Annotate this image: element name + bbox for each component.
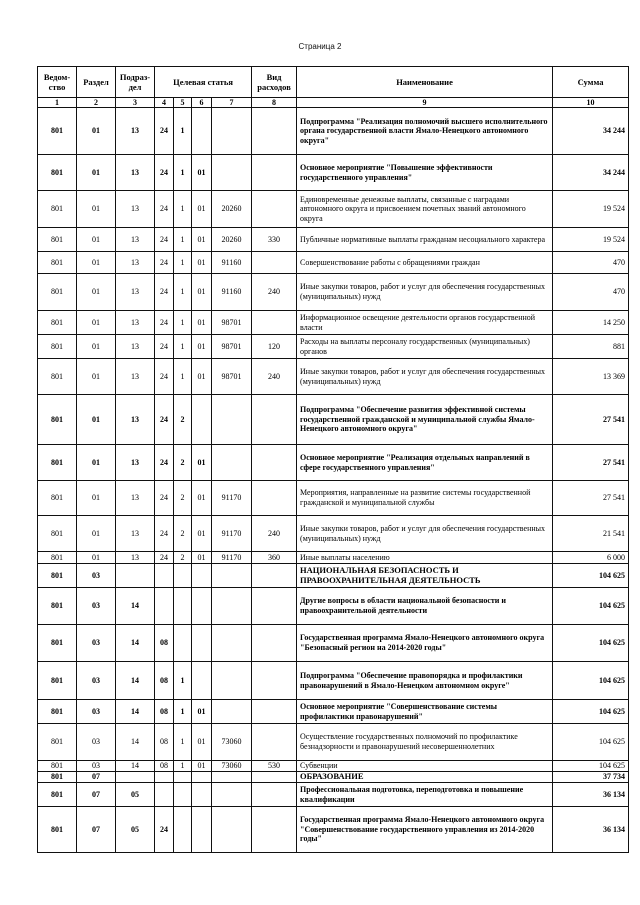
column-number: 2 (77, 98, 116, 108)
subsection-cell: 05 (116, 807, 155, 853)
table-row (38, 625, 629, 662)
program-code-cell: 24 (155, 516, 174, 552)
direction-code-cell: 91170 (212, 481, 252, 516)
table-row (38, 311, 629, 335)
name-cell: Основное мероприятие "Реализация отдельных направлений в сфере государственного управления" (297, 445, 553, 481)
activity-code-cell: 01 (192, 191, 212, 228)
activity-code-cell (192, 108, 212, 155)
program-code-cell: 24 (155, 228, 174, 252)
program-code-cell: 24 (155, 481, 174, 516)
direction-code-cell: 20260 (212, 191, 252, 228)
subprogram-code-cell: 1 (174, 761, 192, 772)
name-cell: Информационное освещение деятельности органов государственной власти (297, 311, 553, 335)
subprogram-code-cell: 1 (174, 155, 192, 191)
subsection-cell: 05 (116, 783, 155, 807)
direction-code-cell: 73060 (212, 724, 252, 761)
section-cell: 01 (77, 252, 116, 274)
amount-cell: 881 (553, 335, 629, 359)
header-subsection: Подраз-дел (116, 67, 155, 98)
subsection-cell: 13 (116, 191, 155, 228)
column-number: 8 (252, 98, 297, 108)
subsection-cell: 14 (116, 625, 155, 662)
name-cell: Другие вопросы в области национальной безопасности и правоохранительной деятельности (297, 588, 553, 625)
table-row (38, 359, 629, 395)
program-code-cell: 24 (155, 335, 174, 359)
table-row (38, 155, 629, 191)
name-cell: Субвенции (297, 761, 553, 772)
program-code-cell: 08 (155, 761, 174, 772)
section-cell: 03 (77, 662, 116, 700)
subprogram-code-cell: 1 (174, 335, 192, 359)
expense-type-cell (252, 662, 297, 700)
name-cell: Иные закупки товаров, работ и услуг для обеспечения государственных (муниципальных) нужд (297, 274, 553, 311)
amount-cell: 34 244 (553, 155, 629, 191)
expense-type-cell (252, 564, 297, 588)
activity-code-cell: 01 (192, 311, 212, 335)
section-cell: 03 (77, 724, 116, 761)
column-number: 9 (297, 98, 553, 108)
department-cell: 801 (38, 252, 77, 274)
expense-type-cell (252, 588, 297, 625)
amount-cell: 470 (553, 252, 629, 274)
subsection-cell: 13 (116, 445, 155, 481)
column-number: 1 (38, 98, 77, 108)
department-cell: 801 (38, 772, 77, 783)
department-cell: 801 (38, 395, 77, 445)
amount-cell: 104 625 (553, 724, 629, 761)
direction-code-cell (212, 772, 252, 783)
activity-code-cell (192, 662, 212, 700)
direction-code-cell (212, 155, 252, 191)
page-number-label: Страница 2 (298, 42, 342, 51)
program-code-cell: 24 (155, 252, 174, 274)
activity-code-cell: 01 (192, 481, 212, 516)
amount-cell: 13 369 (553, 359, 629, 395)
subprogram-code-cell: 1 (174, 274, 192, 311)
subprogram-code-cell: 1 (174, 252, 192, 274)
subsection-cell (116, 564, 155, 588)
amount-cell: 104 625 (553, 588, 629, 625)
amount-cell: 36 134 (553, 783, 629, 807)
subprogram-code-cell: 2 (174, 552, 192, 564)
subsection-cell: 14 (116, 662, 155, 700)
department-cell: 801 (38, 481, 77, 516)
subprogram-code-cell: 2 (174, 395, 192, 445)
section-cell: 03 (77, 700, 116, 724)
table-row (38, 252, 629, 274)
direction-code-cell: 98701 (212, 335, 252, 359)
program-code-cell: 24 (155, 274, 174, 311)
subprogram-code-cell: 1 (174, 311, 192, 335)
amount-cell: 27 541 (553, 445, 629, 481)
expense-type-cell (252, 395, 297, 445)
subprogram-code-cell: 1 (174, 228, 192, 252)
program-code-cell: 24 (155, 108, 174, 155)
direction-code-cell: 91160 (212, 252, 252, 274)
name-cell: Иные выплаты населению (297, 552, 553, 564)
activity-code-cell: 01 (192, 445, 212, 481)
subprogram-code-cell: 2 (174, 445, 192, 481)
expense-type-cell: 360 (252, 552, 297, 564)
program-code-cell: 08 (155, 700, 174, 724)
subprogram-code-cell: 1 (174, 662, 192, 700)
section-cell: 07 (77, 772, 116, 783)
expense-type-cell (252, 191, 297, 228)
header-name: Наименование (297, 67, 553, 98)
program-code-cell: 24 (155, 552, 174, 564)
amount-cell: 19 524 (553, 191, 629, 228)
expense-type-cell (252, 108, 297, 155)
subsection-cell: 13 (116, 516, 155, 552)
program-code-cell (155, 564, 174, 588)
activity-code-cell (192, 625, 212, 662)
subprogram-code-cell: 1 (174, 724, 192, 761)
column-number: 7 (212, 98, 252, 108)
subsection-cell: 13 (116, 155, 155, 191)
expense-type-cell: 530 (252, 761, 297, 772)
direction-code-cell: 91170 (212, 516, 252, 552)
direction-code-cell (212, 807, 252, 853)
department-cell: 801 (38, 274, 77, 311)
subprogram-code-cell (174, 783, 192, 807)
subsection-cell: 13 (116, 108, 155, 155)
section-cell: 01 (77, 311, 116, 335)
expense-type-cell: 240 (252, 516, 297, 552)
name-cell: Мероприятия, направленные на развитие системы государственной гражданской и муниципальной службы (297, 481, 553, 516)
section-cell: 01 (77, 155, 116, 191)
name-cell: Государственная программа Ямало-Ненецкого автономного округа "Безопасный регион на 2014-2020 годы" (297, 625, 553, 662)
program-code-cell (155, 783, 174, 807)
direction-code-cell: 91170 (212, 552, 252, 564)
direction-code-cell (212, 783, 252, 807)
program-code-cell: 24 (155, 191, 174, 228)
section-cell: 01 (77, 395, 116, 445)
subsection-cell: 14 (116, 761, 155, 772)
direction-code-cell (212, 108, 252, 155)
activity-code-cell: 01 (192, 228, 212, 252)
subsection-cell: 13 (116, 228, 155, 252)
department-cell: 801 (38, 311, 77, 335)
section-cell: 03 (77, 588, 116, 625)
department-cell: 801 (38, 783, 77, 807)
section-cell: 07 (77, 807, 116, 853)
expense-type-cell: 240 (252, 274, 297, 311)
header-amount: Сумма (553, 67, 629, 98)
table-row (38, 700, 629, 724)
direction-code-cell (212, 588, 252, 625)
subprogram-code-cell (174, 772, 192, 783)
column-number-row (38, 98, 629, 108)
activity-code-cell (192, 564, 212, 588)
expense-type-cell (252, 445, 297, 481)
section-cell: 01 (77, 516, 116, 552)
name-cell: Основное мероприятие "Повышение эффективности государственного управления" (297, 155, 553, 191)
table-row (38, 588, 629, 625)
subsection-cell: 13 (116, 274, 155, 311)
department-cell: 801 (38, 445, 77, 481)
program-code-cell (155, 588, 174, 625)
subprogram-code-cell: 2 (174, 481, 192, 516)
table-body (38, 108, 629, 853)
expense-type-cell (252, 311, 297, 335)
direction-code-cell (212, 564, 252, 588)
subprogram-code-cell: 1 (174, 359, 192, 395)
table-row (38, 552, 629, 564)
program-code-cell: 24 (155, 359, 174, 395)
amount-cell: 104 625 (553, 564, 629, 588)
amount-cell: 470 (553, 274, 629, 311)
table-row (38, 516, 629, 552)
table-row (38, 335, 629, 359)
subsection-cell: 13 (116, 359, 155, 395)
department-cell: 801 (38, 359, 77, 395)
program-code-cell: 24 (155, 311, 174, 335)
department-cell: 801 (38, 807, 77, 853)
department-cell: 801 (38, 228, 77, 252)
direction-code-cell: 73060 (212, 761, 252, 772)
table-row (38, 274, 629, 311)
amount-cell: 104 625 (553, 761, 629, 772)
amount-cell: 104 625 (553, 700, 629, 724)
activity-code-cell (192, 588, 212, 625)
name-cell: Осуществление государственных полномочий по профилактике безнадзорности и правонарушений несовершеннолетних (297, 724, 553, 761)
table-row (38, 662, 629, 700)
section-cell: 01 (77, 108, 116, 155)
department-cell: 801 (38, 724, 77, 761)
department-cell: 801 (38, 761, 77, 772)
section-cell: 01 (77, 274, 116, 311)
section-cell: 01 (77, 191, 116, 228)
section-cell: 03 (77, 761, 116, 772)
subprogram-code-cell: 1 (174, 700, 192, 724)
subprogram-code-cell (174, 625, 192, 662)
direction-code-cell (212, 662, 252, 700)
program-code-cell: 24 (155, 155, 174, 191)
table-row (38, 228, 629, 252)
subsection-cell: 14 (116, 700, 155, 724)
section-cell: 03 (77, 564, 116, 588)
header-department: Ведом-ство (38, 67, 77, 98)
program-code-cell: 24 (155, 445, 174, 481)
section-cell: 01 (77, 228, 116, 252)
department-cell: 801 (38, 516, 77, 552)
direction-code-cell (212, 625, 252, 662)
table-row (38, 724, 629, 761)
program-code-cell: 08 (155, 662, 174, 700)
direction-code-cell (212, 395, 252, 445)
name-cell: Подпрограмма "Реализация полномочий высшего исполнительного органа государственной власти Ямало-Ненецкого автономного округа" (297, 108, 553, 155)
name-cell: Профессиональная подготовка, переподготовка и повышение квалификации (297, 783, 553, 807)
subsection-cell: 13 (116, 335, 155, 359)
expense-type-cell (252, 700, 297, 724)
department-cell: 801 (38, 588, 77, 625)
amount-cell: 34 244 (553, 108, 629, 155)
expense-type-cell (252, 481, 297, 516)
program-code-cell: 08 (155, 625, 174, 662)
subsection-cell: 13 (116, 311, 155, 335)
activity-code-cell: 01 (192, 335, 212, 359)
amount-cell: 14 250 (553, 311, 629, 335)
direction-code-cell: 20260 (212, 228, 252, 252)
subprogram-code-cell (174, 588, 192, 625)
department-cell: 801 (38, 662, 77, 700)
subsection-cell: 13 (116, 552, 155, 564)
direction-code-cell: 98701 (212, 311, 252, 335)
expense-type-cell: 120 (252, 335, 297, 359)
amount-cell: 36 134 (553, 807, 629, 853)
expense-type-cell (252, 724, 297, 761)
subsection-cell (116, 772, 155, 783)
subprogram-code-cell (174, 564, 192, 588)
subprogram-code-cell: 2 (174, 516, 192, 552)
column-number: 6 (192, 98, 212, 108)
activity-code-cell: 01 (192, 252, 212, 274)
header-expense-type: Вид расходов (252, 67, 297, 98)
amount-cell: 21 541 (553, 516, 629, 552)
direction-code-cell: 98701 (212, 359, 252, 395)
name-cell: Иные закупки товаров, работ и услуг для обеспечения государственных (муниципальных) нужд (297, 516, 553, 552)
table-row (38, 395, 629, 445)
column-number: 10 (553, 98, 629, 108)
activity-code-cell (192, 783, 212, 807)
activity-code-cell: 01 (192, 359, 212, 395)
amount-cell: 27 541 (553, 395, 629, 445)
table-row (38, 783, 629, 807)
amount-cell: 104 625 (553, 625, 629, 662)
name-cell: Основное мероприятие "Совершенствование системы профилактики правонарушений" (297, 700, 553, 724)
department-cell: 801 (38, 552, 77, 564)
amount-cell: 6 000 (553, 552, 629, 564)
section-cell: 01 (77, 481, 116, 516)
section-cell: 01 (77, 335, 116, 359)
amount-cell: 37 734 (553, 772, 629, 783)
department-cell: 801 (38, 191, 77, 228)
direction-code-cell (212, 700, 252, 724)
activity-code-cell: 01 (192, 761, 212, 772)
header-row (38, 67, 629, 98)
subprogram-code-cell: 1 (174, 191, 192, 228)
activity-code-cell (192, 772, 212, 783)
name-cell: Совершенствование работы с обращениями граждан (297, 252, 553, 274)
expense-type-cell (252, 625, 297, 662)
expense-type-cell (252, 807, 297, 853)
column-number: 5 (174, 98, 192, 108)
department-cell: 801 (38, 625, 77, 662)
name-cell: Государственная программа Ямало-Ненецкого автономного округа "Совершенствование государственного управления из 2014-2020 годы" (297, 807, 553, 853)
expense-type-cell (252, 772, 297, 783)
department-cell: 801 (38, 700, 77, 724)
subsection-cell: 14 (116, 724, 155, 761)
subsection-cell: 13 (116, 252, 155, 274)
program-code-cell (155, 772, 174, 783)
budget-table (37, 66, 629, 853)
table-row (38, 761, 629, 772)
direction-code-cell: 91160 (212, 274, 252, 311)
activity-code-cell: 01 (192, 724, 212, 761)
table-row (38, 772, 629, 783)
name-cell: Публичные нормативные выплаты гражданам несоциального характера (297, 228, 553, 252)
table-row (38, 191, 629, 228)
department-cell: 801 (38, 155, 77, 191)
name-cell: Единовременные денежные выплаты, связанные с наградами автономного округа и присвоением почетных званий автономного округа (297, 191, 553, 228)
section-cell: 03 (77, 625, 116, 662)
name-cell: Подпрограмма "Обеспечение развития эффективной системы государственной гражданской и муниципальной службы Ямало-Ненецкого автономного округа" (297, 395, 553, 445)
program-code-cell: 24 (155, 395, 174, 445)
activity-code-cell (192, 807, 212, 853)
program-code-cell: 08 (155, 724, 174, 761)
department-cell: 801 (38, 564, 77, 588)
name-cell: Иные закупки товаров, работ и услуг для обеспечения государственных (муниципальных) нужд (297, 359, 553, 395)
section-cell: 01 (77, 359, 116, 395)
activity-code-cell: 01 (192, 516, 212, 552)
name-cell: НАЦИОНАЛЬНАЯ БЕЗОПАСНОСТЬ И ПРАВООХРАНИТЕЛЬНАЯ ДЕЯТЕЛЬНОСТЬ (297, 564, 553, 588)
section-cell: 07 (77, 783, 116, 807)
table-row (38, 481, 629, 516)
amount-cell: 27 541 (553, 481, 629, 516)
expense-type-cell (252, 155, 297, 191)
column-number: 4 (155, 98, 174, 108)
activity-code-cell: 01 (192, 155, 212, 191)
amount-cell: 104 625 (553, 662, 629, 700)
name-cell: ОБРАЗОВАНИЕ (297, 772, 553, 783)
activity-code-cell: 01 (192, 700, 212, 724)
name-cell: Подпрограмма "Обеспечение правопорядка и профилактики правонарушений в Ямало-Ненецком автономном округе" (297, 662, 553, 700)
expense-type-cell: 240 (252, 359, 297, 395)
subsection-cell: 14 (116, 588, 155, 625)
activity-code-cell: 01 (192, 552, 212, 564)
subsection-cell: 13 (116, 481, 155, 516)
table-row (38, 807, 629, 853)
direction-code-cell (212, 445, 252, 481)
header-target-item: Целевая статья (155, 67, 252, 98)
table-row (38, 445, 629, 481)
activity-code-cell (192, 395, 212, 445)
department-cell: 801 (38, 108, 77, 155)
activity-code-cell: 01 (192, 274, 212, 311)
column-number: 3 (116, 98, 155, 108)
expense-type-cell (252, 252, 297, 274)
section-cell: 01 (77, 552, 116, 564)
program-code-cell: 24 (155, 807, 174, 853)
section-cell: 01 (77, 445, 116, 481)
subprogram-code-cell: 1 (174, 108, 192, 155)
header-section: Раздел (77, 67, 116, 98)
name-cell: Расходы на выплаты персоналу государственных (муниципальных) органов (297, 335, 553, 359)
table-row (38, 108, 629, 155)
table-row (38, 564, 629, 588)
department-cell: 801 (38, 335, 77, 359)
subprogram-code-cell (174, 807, 192, 853)
subsection-cell: 13 (116, 395, 155, 445)
expense-type-cell (252, 783, 297, 807)
expense-type-cell: 330 (252, 228, 297, 252)
amount-cell: 19 524 (553, 228, 629, 252)
